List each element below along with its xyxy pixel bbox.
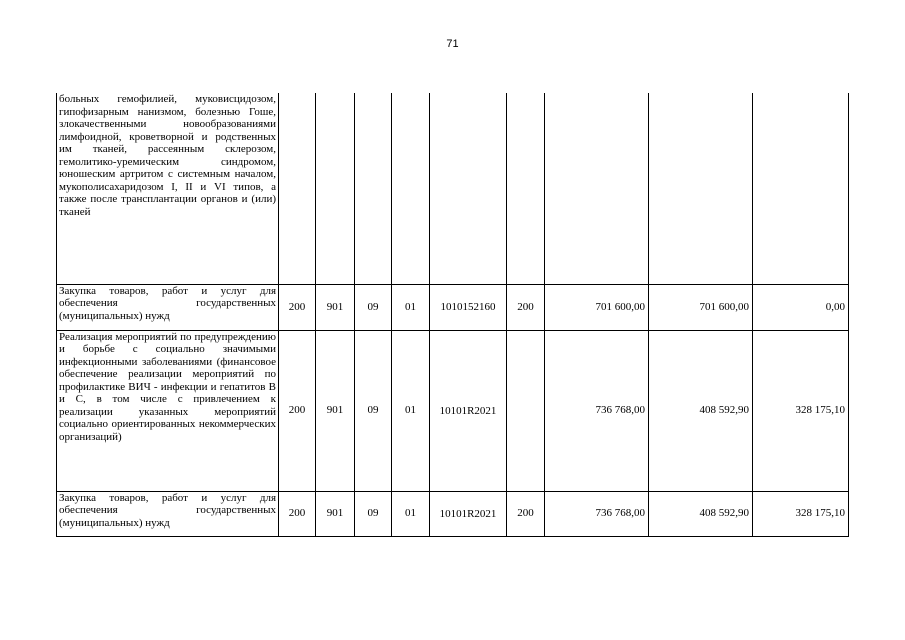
target-article-cell xyxy=(430,491,507,536)
table-row xyxy=(57,93,849,284)
amount-total-cell: 701 600,00 xyxy=(545,284,649,330)
target-article-text: 10101R2021 xyxy=(439,404,497,417)
row-description: Реализация мероприятий по предупреждению и борьбе с социально значимыми инфекционными заболеваниями (финансовое обеспечение реализации мероприятий по профилактике ВИЧ - инфекции и гепатитов В и С, в том числе с привлечением к реализации указанных мероприятий социально ориентированных некоммерческих организаций) xyxy=(57,330,279,491)
admin-code-cell xyxy=(279,93,316,284)
row-description: Закупка товаров, работ и услуг для обеспечения государственных (муниципальных) нужд xyxy=(57,284,279,330)
admin-code-cell: 200 xyxy=(279,284,316,330)
page-number: 71 xyxy=(446,38,459,50)
target-article-cell xyxy=(430,330,507,491)
expense-type-cell: 200 xyxy=(507,491,545,536)
subsection-cell: 01 xyxy=(392,330,430,491)
table-row xyxy=(57,284,849,330)
subsection-cell: 01 xyxy=(392,284,430,330)
ved-code-cell: 901 xyxy=(316,330,355,491)
admin-code-cell: 200 xyxy=(279,491,316,536)
subsection-cell xyxy=(392,93,430,284)
amount-federal-cell: 408 592,90 xyxy=(649,330,753,491)
target-article-text: 10101R2021 xyxy=(439,507,497,520)
amount-regional-cell: 328 175,10 xyxy=(753,491,849,536)
row-description: Закупка товаров, работ и услуг для обеспечения государственных (муниципальных) нужд xyxy=(57,491,279,536)
table-row xyxy=(57,491,849,536)
section-cell: 09 xyxy=(355,330,392,491)
section-cell: 09 xyxy=(355,491,392,536)
amount-regional-cell: 0,00 xyxy=(753,284,849,330)
ved-code-cell xyxy=(316,93,355,284)
amount-federal-cell: 701 600,00 xyxy=(649,284,753,330)
admin-code-cell: 200 xyxy=(279,330,316,491)
target-article-cell: 1010152160 xyxy=(430,284,507,330)
budget-table xyxy=(56,93,849,537)
target-article-cell xyxy=(430,93,507,284)
section-cell xyxy=(355,93,392,284)
amount-federal-cell: 408 592,90 xyxy=(649,491,753,536)
amount-total-cell: 736 768,00 xyxy=(545,491,649,536)
amount-federal-cell xyxy=(649,93,753,284)
subsection-cell: 01 xyxy=(392,491,430,536)
amount-total-cell: 736 768,00 xyxy=(545,330,649,491)
amount-total-cell xyxy=(545,93,649,284)
expense-type-cell xyxy=(507,93,545,284)
ved-code-cell: 901 xyxy=(316,491,355,536)
amount-regional-cell: 328 175,10 xyxy=(753,330,849,491)
section-cell: 09 xyxy=(355,284,392,330)
table-row xyxy=(57,330,849,491)
ved-code-cell: 901 xyxy=(316,284,355,330)
amount-regional-cell xyxy=(753,93,849,284)
expense-type-cell xyxy=(507,330,545,491)
row-description: больных гемофилией, муковисцидозом, гипофизарным нанизмом, болезнью Гоше, злокачественными новообразованиями лимфоидной, кроветворной и родственных им тканей, рассеянным склерозом, гемолитико-уремическим синдромом, юношеским артритом с системным началом, мукополисахаридозом I, II и VI типов, а также после трансплантации органов и (или) тканей xyxy=(57,93,279,284)
expense-type-cell: 200 xyxy=(507,284,545,330)
